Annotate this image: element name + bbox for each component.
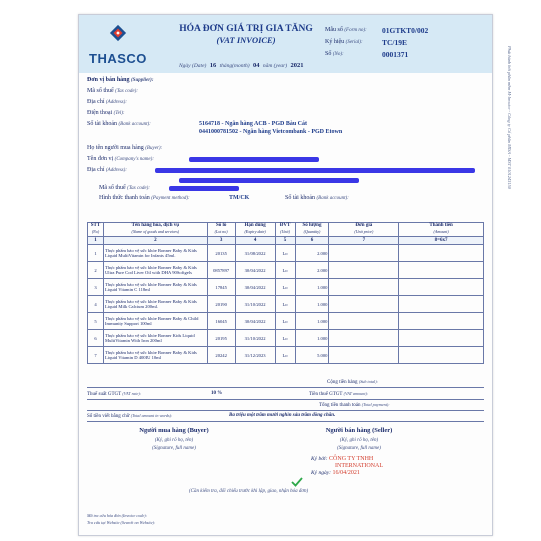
cell-price: [329, 313, 399, 330]
cell-name: Thực phẩm bảo vệ sức khỏe Bonner Baby & Kids Ultra Pure Cod Liver Oil with DHA 90Softgels: [103, 262, 207, 279]
items-table: [87, 222, 484, 364]
redacted-address: [155, 168, 475, 173]
cell-name: Thực phẩm bảo vệ sức khỏe Bonner Baby & Kids Liquid Milk Calcium 200ml.: [103, 296, 207, 313]
payment-label: Hình thức thanh toán (Payment method):: [99, 195, 190, 201]
invoice-subtitle: (VAT INVOICE): [216, 35, 276, 45]
form-label: Mẫu số (Form no):: [325, 27, 367, 33]
column-header: Hạn dùng (Expiry date): [235, 223, 275, 237]
seller-tax-label: Mã số thuế (Tax code):: [87, 88, 138, 94]
cell-expiry: 30/04/2022: [235, 279, 275, 296]
cell-amount: [399, 245, 484, 262]
buyer-account-label: Số tài khoản (Bank account):: [285, 195, 349, 201]
column-number: 5: [275, 237, 295, 245]
cell-qty: 1.000: [295, 313, 329, 330]
lookup-website-label: Tra cứu tại Website (Search on Website):: [87, 520, 156, 525]
cell-price: [329, 347, 399, 364]
vat-amount-label: Tiền thuế GTGT (VAT amount):: [309, 391, 369, 397]
column-number: 1: [88, 237, 104, 245]
cell-name: Thực phẩm bảo vệ sức khỏe Bonner Baby & Child Immunity Support 100ml: [103, 313, 207, 330]
cell-lot: 16045: [207, 313, 235, 330]
cell-expiry: 31/08/2022: [235, 245, 275, 262]
table-row: [88, 347, 484, 364]
divider: [87, 387, 484, 388]
signature-check-icon: [291, 477, 303, 487]
divider: [87, 421, 484, 422]
seller-account-2: 0441000781502 - Ngân hàng Vietcombank - PGD Etown: [199, 129, 343, 135]
cell-stt: 4: [88, 296, 104, 313]
cell-name: Thực phẩm bảo vệ sức khỏe Bonner Baby & Kids Liquid Vitamin C 118ml: [103, 279, 207, 296]
cell-price: [329, 330, 399, 347]
cell-expiry: 31/12/2023: [235, 347, 275, 364]
cell-amount: [399, 347, 484, 364]
cell-name: Thực phẩm bảo vệ sức khỏe Bonner Baby & Kids Liquid MultiVitamin for Infants 45ml.: [103, 245, 207, 262]
cell-price: [329, 245, 399, 262]
table-row: [88, 330, 484, 347]
divider: [87, 399, 484, 400]
buyer-address-label: Địa chỉ (Address):: [87, 167, 127, 173]
cell-stt: 2: [88, 262, 104, 279]
seller-address-label: Địa chỉ (Address):: [87, 99, 127, 105]
cell-qty: 1.000: [295, 296, 329, 313]
invoice-header: [79, 15, 492, 73]
cell-unit: Lo: [275, 245, 295, 262]
redacted-tax-code: [169, 186, 239, 191]
invoice-title: HÓA ĐƠN GIÁ TRỊ GIA TĂNG: [179, 24, 313, 34]
table-row: [88, 245, 484, 262]
cell-amount: [399, 279, 484, 296]
form-number: 01GTKT0/002: [382, 26, 429, 35]
column-number: 8=6x7: [399, 237, 484, 245]
redacted-company: [189, 157, 319, 162]
cell-lot: 20190: [207, 296, 235, 313]
seller-account-1: 5164718 - Ngân hàng ACB - PGD Bàu Cát: [199, 121, 308, 127]
thasco-logo-icon: [109, 24, 127, 42]
serial-label: Ký hiệu (Serial):: [325, 39, 363, 45]
column-header: STT (No): [88, 223, 104, 237]
cell-amount: [399, 330, 484, 347]
cell-lot: 20195: [207, 330, 235, 347]
cell-name: Thực phẩm bảo vệ sức khỏe Bonner Baby & Kids Liquid Vitamin D 400IU 10ml: [103, 347, 207, 364]
buyer-company-label: Tên đơn vị (Company's name):: [87, 156, 154, 162]
buyer-tax-label: Mã số thuế (Tax code):: [99, 185, 150, 191]
cell-stt: 1: [88, 245, 104, 262]
payment-method: TM/CK: [229, 195, 250, 201]
supplier-label: Đơn vị bán hàng (Supplier):: [87, 77, 154, 83]
invoice-code-label: Mã tra cứu hóa đơn (Invoice code):: [87, 513, 148, 518]
table-row: [88, 296, 484, 313]
vertical-publisher-note: Phát hành bởi phần mềm M-Invoice - Công ty Cổ phần MISA - MST 0101243150: [507, 46, 512, 189]
cell-unit: Lo: [275, 347, 295, 364]
invoice-number: 0001371: [382, 50, 409, 59]
seller-sign-hint: (Ký, ghi rõ họ, tên): [339, 438, 379, 443]
column-header: Tên hàng hóa, dịch vụ (Name of goods and services): [103, 223, 207, 237]
cell-stt: 3: [88, 279, 104, 296]
cell-expiry: 30/04/2022: [235, 313, 275, 330]
cell-qty: 1.000: [295, 279, 329, 296]
column-number: 6: [295, 237, 329, 245]
digital-signature-stamp: Ký bởi: CÔNG TY TNHH INTERNATIONAL Ký ngày: 16/04/2021: [311, 456, 383, 476]
column-number: 4: [235, 237, 275, 245]
buyer-sign-hint-en: (Signature, full name): [152, 446, 196, 451]
cell-qty: 2.000: [295, 262, 329, 279]
seller-sign-hint-en: (Signature, full name): [337, 446, 381, 451]
table-row: [88, 279, 484, 296]
cell-expiry: 31/10/2022: [235, 330, 275, 347]
column-number: 7: [329, 237, 399, 245]
amount-in-words: Ba triệu một trăm mười nghìn sáu trăm đồng chẵn.: [229, 413, 336, 418]
vat-rate-label: Thuế suất GTGT (VAT rate):: [87, 391, 142, 397]
table-row: [88, 313, 484, 330]
brand-name: THASCO: [89, 51, 147, 66]
column-header: Số lượng (Quantity): [295, 223, 329, 237]
buyer-name-label: Họ tên người mua hàng (Buyer):: [87, 145, 163, 151]
cell-name: Thực phẩm bảo vệ sức khỏe Bonner Kids Liquid MultiVitamin With Iron 200ml: [103, 330, 207, 347]
cell-amount: [399, 313, 484, 330]
column-header: Đơn giá (Unit price): [329, 223, 399, 237]
cell-lot: 20135: [207, 245, 235, 262]
total-label: Tổng tiền thanh toán (Total payment):: [319, 402, 390, 408]
seller-phone-label: Điện thoại (Tel):: [87, 110, 125, 116]
seller-account-label: Số tài khoản (Bank account):: [87, 121, 151, 127]
seller-signature-title: Người bán hàng (Seller): [325, 427, 393, 434]
subtotal-label: Cộng tiền hàng (Sub total):: [327, 379, 379, 385]
cell-amount: [399, 262, 484, 279]
column-number: 2: [103, 237, 207, 245]
cell-expiry: 31/10/2022: [235, 296, 275, 313]
number-label: Số (No):: [325, 51, 344, 57]
invoice-date: Ngày (Date) 16 tháng(month) 04 năm (year) 2021: [179, 62, 304, 69]
cell-unit: Lo: [275, 262, 295, 279]
cell-price: [329, 262, 399, 279]
column-number-row: [88, 237, 484, 245]
serial-number: TC/19E: [382, 38, 408, 47]
cell-lot: 17845: [207, 279, 235, 296]
cell-lot: 0857897: [207, 262, 235, 279]
buyer-signature-title: Người mua hàng (Buyer): [139, 427, 209, 434]
check-note: (Cần kiểm tra, đối chiếu trước khi lập, giao, nhận hóa đơn): [189, 489, 309, 494]
buyer-sign-hint: (Ký, ghi rõ họ, tên): [154, 438, 194, 443]
invoice-sheet: [78, 14, 493, 536]
cell-price: [329, 279, 399, 296]
divider: [87, 410, 484, 411]
cell-lot: 20242: [207, 347, 235, 364]
amount-words-label: Số tiền viết bằng chữ (Total amount in words):: [87, 413, 173, 419]
column-header: ĐVT (Unit): [275, 223, 295, 237]
table-header-row: [88, 223, 484, 237]
redacted-address-2: [179, 178, 359, 183]
cell-stt: 7: [88, 347, 104, 364]
cell-qty: 1.000: [295, 330, 329, 347]
cell-unit: Lo: [275, 279, 295, 296]
vat-rate: 10 %: [211, 391, 223, 396]
cell-qty: 2.000: [295, 245, 329, 262]
cell-qty: 5.000: [295, 347, 329, 364]
cell-unit: Lo: [275, 296, 295, 313]
cell-stt: 6: [88, 330, 104, 347]
cell-unit: Lo: [275, 330, 295, 347]
cell-amount: [399, 296, 484, 313]
column-number: 3: [207, 237, 235, 245]
cell-price: [329, 296, 399, 313]
cell-stt: 5: [88, 313, 104, 330]
cell-expiry: 30/04/2022: [235, 262, 275, 279]
table-row: [88, 262, 484, 279]
column-header: Thành tiền (Amount): [399, 223, 484, 237]
column-header: Số lô (Lot no): [207, 223, 235, 237]
cell-unit: Lo: [275, 313, 295, 330]
